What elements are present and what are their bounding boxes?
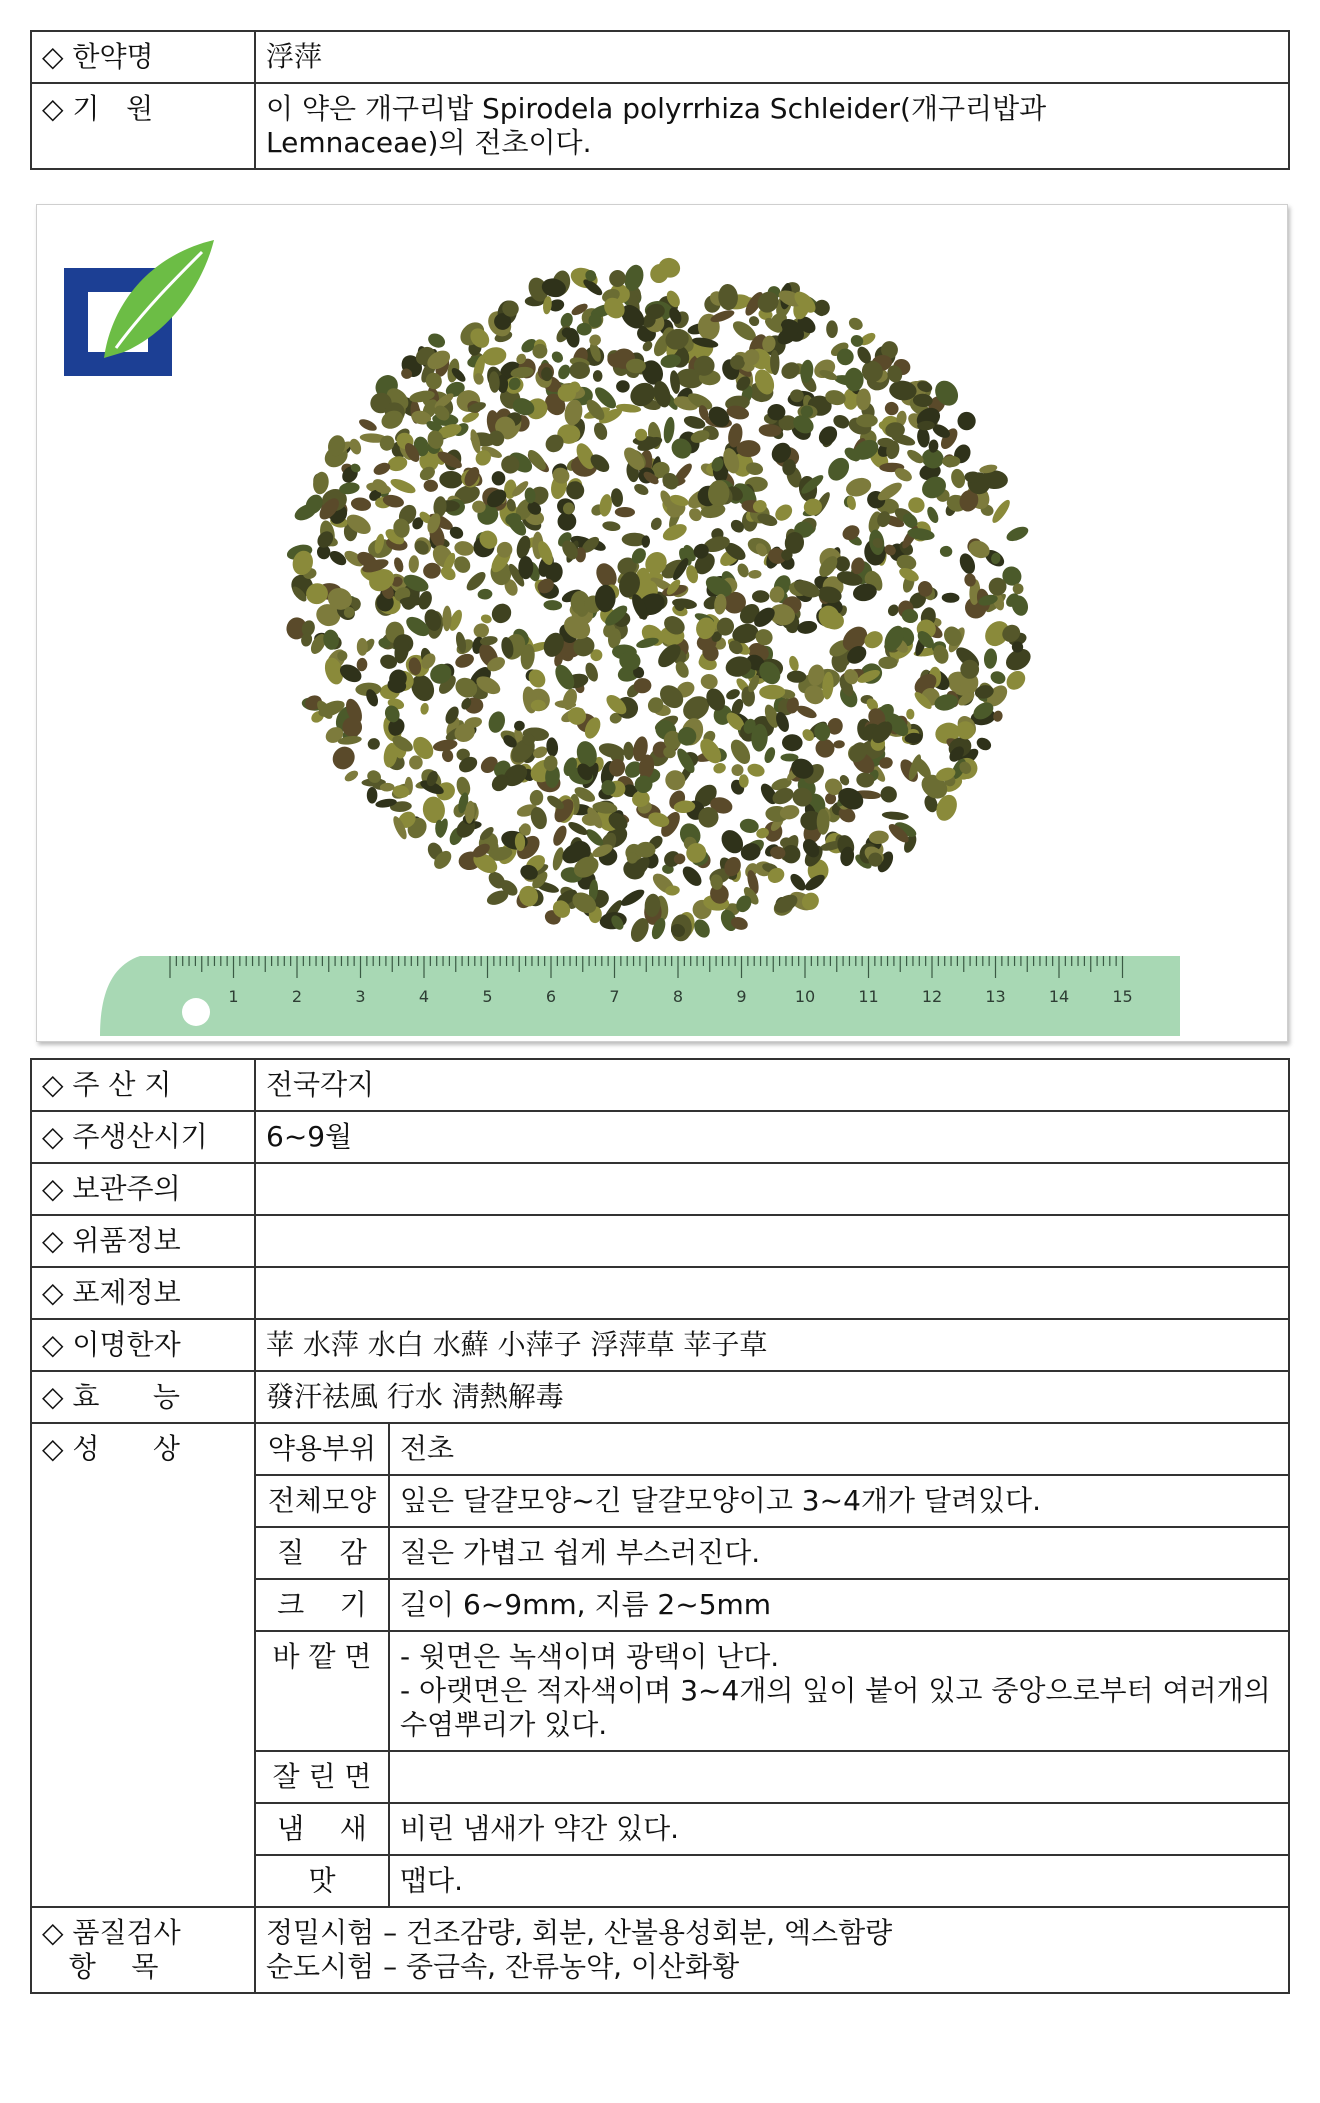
property-label: 냄 새 — [255, 1803, 389, 1855]
herb-flake — [592, 421, 610, 442]
processing-label: ◇ 포제정보 — [31, 1267, 255, 1319]
ruler-number: 1 — [228, 987, 239, 1006]
herb-flake — [957, 411, 976, 430]
counterfeit-label: ◇ 위품정보 — [31, 1215, 255, 1267]
ruler-number: 5 — [482, 987, 493, 1006]
storage-label: ◇ 보관주의 — [31, 1163, 255, 1215]
ruler-number: 2 — [291, 987, 303, 1006]
ruler-number: 14 — [1048, 987, 1070, 1006]
herb-flake — [752, 590, 770, 603]
herb-flake — [882, 811, 910, 821]
counterfeit-value — [255, 1215, 1289, 1267]
processing-row — [31, 1267, 1289, 1319]
ruler-image — [100, 946, 1180, 1036]
herb-flake — [907, 496, 926, 515]
season-value: 6~9월 — [255, 1111, 1289, 1163]
herb-flake — [453, 539, 475, 557]
herb-flake — [778, 359, 802, 382]
herb-flake — [408, 555, 419, 573]
origin-row — [31, 83, 1289, 169]
herb-flake — [788, 655, 801, 672]
herb-flake — [514, 534, 532, 560]
herb-flake — [992, 710, 1004, 723]
property-label: 잘 린 면 — [255, 1751, 389, 1803]
property-label: 질 감 — [255, 1527, 389, 1579]
quality-value: 정밀시험 – 건조감량, 회분, 산불용성회분, 엑스함량 순도시험 – 중금속, 잔류농약, 이산화황 — [255, 1907, 1289, 1993]
property-value: 잎은 달걀모양~긴 달걀모양이고 3~4개가 달려있다. — [389, 1475, 1289, 1527]
herb-flake — [488, 600, 515, 627]
property-label: 바 깥 면 — [255, 1631, 389, 1751]
herb-flake — [556, 363, 573, 382]
herb-flake — [1004, 524, 1030, 544]
ruler-labels — [228, 987, 1132, 1006]
herb-flake — [480, 613, 493, 624]
property-value: 비린 냄새가 약간 있다. — [389, 1803, 1289, 1855]
herb-flake — [477, 588, 493, 600]
herb-flake — [847, 315, 865, 332]
herb-flake — [550, 349, 566, 365]
herb-flake — [925, 505, 941, 525]
logo-icon — [64, 240, 214, 376]
herb-flake — [700, 673, 719, 691]
aliases-value: 苹 水萍 水白 水蘚 小萍子 浮萍草 苹子草 — [255, 1319, 1289, 1371]
ruler-number: 7 — [609, 987, 620, 1006]
producing-area-row — [31, 1059, 1289, 1111]
efficacy-row — [31, 1371, 1289, 1423]
origin-label: ◇ 기 원 — [31, 83, 255, 169]
herb-flake — [545, 737, 559, 757]
producing-area-value: 전국각지 — [255, 1059, 1289, 1111]
ruler-number: 11 — [858, 987, 879, 1006]
herb-flake — [746, 762, 766, 778]
herb-flake — [543, 599, 562, 610]
herb-flake — [649, 516, 664, 532]
storage-value — [255, 1163, 1289, 1215]
property-value — [389, 1751, 1289, 1803]
herb-flake — [826, 320, 838, 338]
herb-flake — [551, 824, 570, 848]
herb-flake — [610, 488, 624, 508]
quality-row — [31, 1907, 1289, 1993]
herb-flake — [782, 734, 803, 752]
ruler-number: 13 — [985, 987, 1006, 1006]
storage-row — [31, 1163, 1289, 1215]
property-value: 질은 가볍고 쉽게 부스러진다. — [389, 1527, 1289, 1579]
herb-flake — [940, 545, 953, 557]
origin-value: 이 약은 개구리밥 Spirodela polyrrhiza Schleider(개구리밥과 Lemnaceae)의 전초이다. — [255, 83, 1289, 169]
herb-flake — [343, 768, 360, 783]
property-label: 전체모양 — [255, 1475, 389, 1527]
herb-flake — [392, 556, 405, 573]
property-row — [31, 1423, 1289, 1475]
herb-flake — [602, 520, 621, 532]
herb-flake — [439, 470, 463, 489]
name-value: 浮萍 — [255, 31, 1289, 83]
ruler-number: 10 — [794, 987, 816, 1006]
herb-flake — [849, 333, 865, 349]
herb-flake — [588, 333, 603, 347]
property-label: 맛 — [255, 1855, 389, 1907]
herb-flake — [328, 742, 359, 773]
ruler-number: 9 — [736, 987, 747, 1006]
herb-flake — [593, 370, 603, 382]
herb-flake — [389, 476, 418, 496]
ruler-number: 3 — [355, 987, 366, 1006]
herb-flake — [906, 709, 915, 720]
property-value: 길이 6~9mm, 지름 2~5mm — [389, 1579, 1289, 1631]
property-label: 크 기 — [255, 1579, 389, 1631]
herb-flake — [833, 740, 845, 749]
herb-flake — [529, 789, 545, 807]
property-value: - 윗면은 녹색이며 광택이 난다. - 아랫면은 적자색이며 3~4개의 잎이 붙어 있고 중앙으로부터 여러개의 수염뿌리가 있다. — [389, 1631, 1289, 1751]
efficacy-label: ◇ 효 능 — [31, 1371, 255, 1423]
name-label: ◇ 한약명 — [31, 31, 255, 83]
ruler-hole — [182, 998, 210, 1026]
property-label: 약용부위 — [255, 1423, 389, 1475]
season-row — [31, 1111, 1289, 1163]
ruler-number: 15 — [1112, 987, 1133, 1006]
aliases-row — [31, 1319, 1289, 1371]
herb-flake — [788, 871, 809, 893]
herb-flake — [367, 787, 378, 804]
herb-flake — [615, 507, 635, 518]
aliases-label: ◇ 이명한자 — [31, 1319, 255, 1371]
efficacy-value: 發汗祛風 行水 淸熱解毒 — [255, 1371, 1289, 1423]
herb-flake — [989, 669, 1008, 686]
herb-flake — [641, 339, 655, 353]
herb-flake — [518, 556, 533, 579]
herb-flake — [423, 479, 438, 492]
herb-flake — [420, 702, 430, 715]
herb-flake — [348, 437, 364, 456]
herb-flake — [817, 809, 830, 835]
name-row — [31, 31, 1289, 83]
herb-flake — [432, 738, 458, 753]
herb-flake — [983, 648, 997, 669]
info-table — [30, 1058, 1290, 1994]
herb-flake — [491, 471, 506, 486]
herb-flake — [409, 755, 423, 769]
property-value: 전초 — [389, 1423, 1289, 1475]
herb-flake — [844, 367, 864, 391]
ruler-number: 6 — [545, 987, 557, 1006]
herb-flake — [748, 570, 762, 579]
herb-pile-image — [270, 240, 1050, 960]
property-value: 맵다. — [389, 1855, 1289, 1907]
herb-flake — [762, 746, 777, 765]
herb-flake — [366, 737, 381, 751]
herb-flake — [942, 592, 960, 603]
herb-flake — [623, 742, 634, 761]
herb-flake — [796, 620, 818, 636]
herb-flake — [327, 548, 349, 568]
header-table — [30, 30, 1290, 170]
ruler-number: 12 — [921, 987, 943, 1006]
herb-flake — [632, 482, 650, 497]
properties-label: ◇ 성 상 — [31, 1423, 255, 1907]
herb-flake — [662, 416, 676, 444]
season-label: ◇ 주생산시기 — [31, 1111, 255, 1163]
herb-flake — [616, 380, 630, 393]
producing-area-label: ◇ 주 산 지 — [31, 1059, 255, 1111]
herb-flake — [531, 700, 546, 711]
herb-flake — [357, 417, 378, 433]
herb-flake — [949, 468, 967, 490]
processing-value — [255, 1267, 1289, 1319]
herb-flake — [453, 651, 476, 670]
ruler-body — [100, 956, 1180, 1036]
herb-flake — [877, 783, 900, 806]
herb-flake — [712, 761, 727, 774]
counterfeit-row — [31, 1215, 1289, 1267]
herb-flake — [619, 886, 647, 908]
herb-flake — [609, 270, 626, 288]
herb-flake — [350, 496, 372, 512]
herb-flake — [357, 638, 368, 656]
quality-label: ◇ 품질검사 항 목 — [31, 1907, 255, 1993]
herb-flake — [735, 562, 750, 579]
ruler-number: 8 — [672, 987, 684, 1006]
ruler-number: 4 — [418, 987, 430, 1006]
herb-flake — [577, 323, 592, 336]
